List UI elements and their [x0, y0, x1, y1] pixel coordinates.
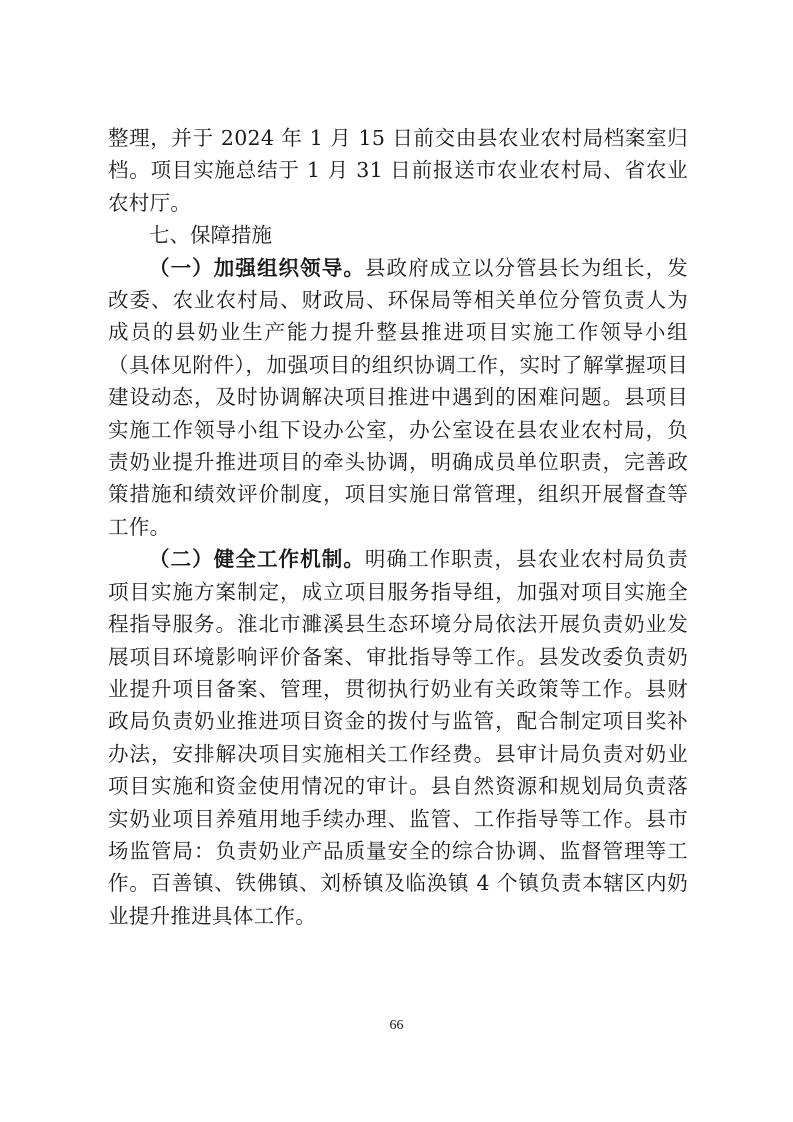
paragraph-organization-leadership [108, 252, 688, 544]
paragraph-body: 明确工作职责，县农业农村局负责项目实施方案制定，成立项目服务指导组，加强对项目实施全程指导服务。淮北市濉溪县生态环境分局依法开展负责奶业发展项目环境影响评价备案、审批指导等工作。县发改委负责奶业提升项目备案、管理，贯彻执行奶业有关政策等工作。县财政局负责奶业推进项目资金的拨付与监管，配合制定项目奖补办法，安排解决项目实施相关工作经费。县审计局负责对奶业项目实施和资金使用情况的审计。县自然资源和规划局负责落实奶业项目养殖用地手续办理、监管、工作指导等工作。县市场监管局：负责奶业产品质量安全的综合协调、监督管理等工作。百善镇、铁佛镇、刘桥镇及临涣镇 4 个镇负责本辖区内奶业提升推进具体工作。 [108, 547, 689, 928]
paragraph-lead: （二）健全工作机制。 [149, 547, 365, 572]
section-heading: 七、保障措施 [149, 223, 272, 248]
continuation-paragraph: 整理，并于 2024 年 1 月 15 日前交由县农业农村局档案室归档。项目实施总结于 1 月 31 日前报送市农业农村局、省农业农村厅。 [108, 126, 688, 215]
paragraph-work-mechanism [108, 543, 688, 932]
paragraph-body: 县政府成立以分管县长为组长，发改委、农业农村局、财政局、环保局等相关单位分管负责人为成员的县奶业生产能力提升整县推进项目实施工作领导小组（具体见附件），加强项目的组织协调工作，实时了解掌握项目建设动态，及时协调解决项目推进中遇到的困难问题。县项目实施工作领导小组下设办公室，办公室设在县农业农村局，负责奶业提升推进项目的牵头协调，明确成员单位职责，完善政策措施和绩效评价制度，项目实施日常管理，组织开展督查等工作。 [108, 255, 689, 539]
paragraph-lead: （一）加强组织领导。 [149, 255, 365, 280]
page-number: 66 [389, 1018, 404, 1033]
page-content [108, 122, 688, 932]
